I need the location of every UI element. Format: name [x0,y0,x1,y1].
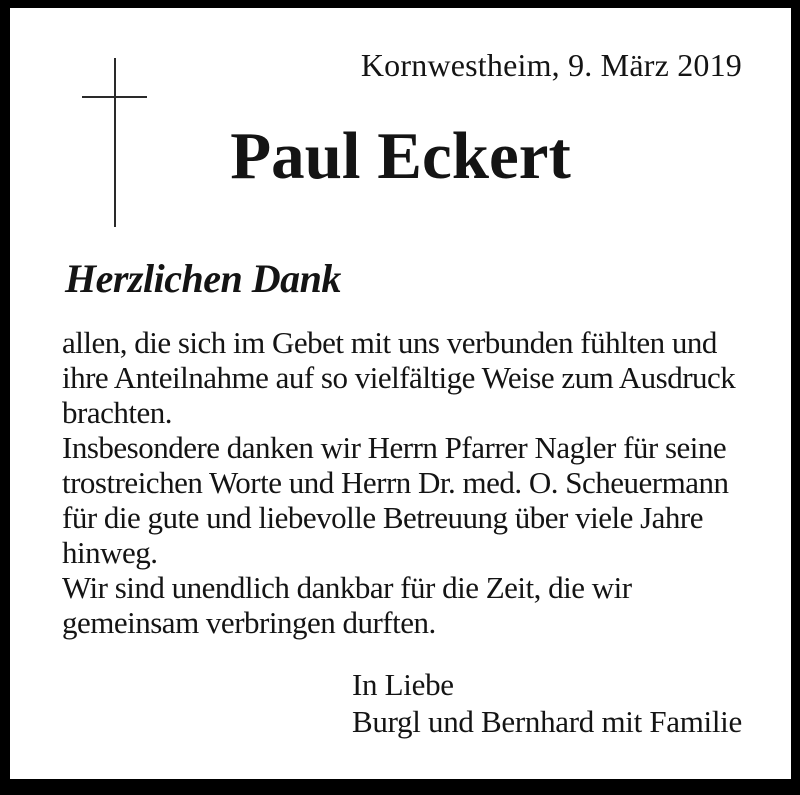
body-line: brachten. [62,395,172,430]
body-paragraph [62,325,735,640]
body-line: ihre Anteilnahme auf so vielfältige Weise zum Ausdruck [62,360,736,395]
body-line: trostreichen Worte und Herrn Dr. med. O. Scheuermann [62,465,729,500]
thanks-heading: Herzlichen Dank [65,256,341,301]
body-line: Insbesondere danken wir Herrn Pfarrer Nagler für seine [62,430,727,465]
body-line: hinweg. [62,535,158,570]
body-line: allen, die sich im Gebet mit uns verbunden fühlten und [62,325,717,360]
body-line: Wir sind unendlich dankbar für die Zeit, die wir [62,570,632,605]
memorial-cross-icon [82,96,147,98]
closing-line: In Liebe [352,667,454,702]
body-line: gemeinsam verbringen durften. [62,605,436,640]
obituary-card [10,8,791,779]
closing-line: Burgl und Bernhard mit Familie [352,704,742,739]
closing [352,666,742,740]
dateline: Kornwestheim, 9. März 2019 [360,47,742,83]
body-line: für die gute und liebevolle Betreuung über viele Jahre [62,500,703,535]
deceased-name: Paul Eckert [230,119,571,193]
